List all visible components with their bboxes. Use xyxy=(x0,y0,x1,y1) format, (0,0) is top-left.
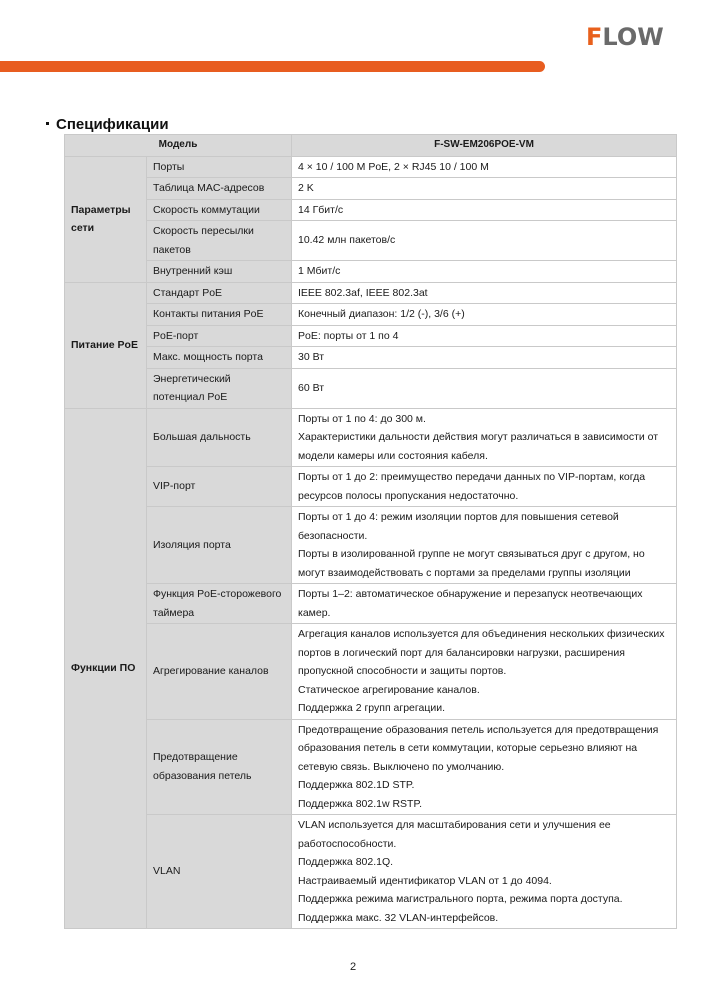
value-line: Поддержка 2 групп агрегации. xyxy=(298,702,445,714)
value-line: 60 Вт xyxy=(298,381,325,394)
value-line: Поддержка макс. 32 VLAN-интерфейсов. xyxy=(298,911,499,924)
table-row xyxy=(65,347,677,369)
table-row xyxy=(65,199,677,221)
value-line: 1 Мбит/с xyxy=(298,265,341,277)
value-line: IEEE 802.3af, IEEE 802.3at xyxy=(298,286,428,299)
param-name: Контакты питания PoE xyxy=(147,304,292,326)
model-value: F-SW-EM206POE-VM xyxy=(292,135,677,157)
param-name: Скорость пересылки пакетов xyxy=(147,221,292,261)
value-line: Поддержка 802.1Q. xyxy=(298,856,394,868)
param-value xyxy=(292,282,677,304)
param-name: Таблица MAC-адресов xyxy=(147,178,292,200)
param-value xyxy=(292,507,677,584)
value-line: Агрегация каналов используется для объединения нескольких физических портов в логический порт для балансировки нагрузки, расширения пропускной способности и защиты портов. xyxy=(298,628,665,677)
value-line: Характеристики дальности действия могут различаться в зависимости от модели камеры или состояния кабеля. xyxy=(298,431,659,462)
param-value xyxy=(292,624,677,720)
table-header-row xyxy=(65,135,677,157)
logo-text: LOW xyxy=(602,23,664,51)
value-line: 10.42 млн пакетов/с xyxy=(298,234,396,247)
value-line: Конечный диапазон: 1/2 (-), 3/6 (+) xyxy=(298,308,465,320)
table-row xyxy=(65,325,677,347)
value-line: Поддержка 802.1w RSTP. xyxy=(298,797,423,810)
param-value xyxy=(292,467,677,507)
param-name: VLAN xyxy=(147,815,292,929)
flow-logo xyxy=(586,24,664,50)
group-label: Функции ПО xyxy=(65,408,147,929)
table-row xyxy=(65,467,677,507)
value-line: Порты от 1 по 4: до 300 м. xyxy=(298,412,426,425)
param-value xyxy=(292,815,677,929)
table-row xyxy=(65,624,677,720)
page-number: 2 xyxy=(350,961,357,973)
param-value xyxy=(292,221,677,261)
value-line: 4 × 10 / 100 M PoE, 2 × RJ45 10 / 100 M xyxy=(298,160,489,173)
table-row xyxy=(65,221,677,261)
table-row xyxy=(65,719,677,815)
param-value xyxy=(292,584,677,624)
param-value xyxy=(292,199,677,221)
table-row xyxy=(65,304,677,326)
param-name: Энергетический потенциал PoE xyxy=(147,368,292,408)
param-value xyxy=(292,261,677,283)
param-name: Внутренний кэш xyxy=(147,261,292,283)
logo-accent-letter: F xyxy=(586,23,603,51)
param-name: Стандарт PoE xyxy=(147,282,292,304)
param-value xyxy=(292,178,677,200)
param-name: Порты xyxy=(147,156,292,178)
section-title xyxy=(46,116,169,133)
section-title-text: Спецификации xyxy=(56,116,169,133)
param-value xyxy=(292,156,677,178)
param-value xyxy=(292,719,677,815)
param-value xyxy=(292,368,677,408)
table-row xyxy=(65,815,677,929)
bullet-icon xyxy=(46,122,49,125)
param-value xyxy=(292,347,677,369)
table-row xyxy=(65,507,677,584)
param-name: PoE-порт xyxy=(147,325,292,347)
param-name: Большая дальность xyxy=(147,408,292,467)
group-label: Питание PoE xyxy=(65,282,147,408)
spec-table xyxy=(64,134,677,929)
param-name: Функция PoE-сторожевого таймера xyxy=(147,584,292,624)
value-line: Настраиваемый идентификатор VLAN от 1 до 4094. xyxy=(298,874,552,887)
table-row xyxy=(65,584,677,624)
group-label: Параметры сети xyxy=(65,156,147,282)
value-line: Статическое агрегирование каналов. xyxy=(298,683,480,696)
param-value xyxy=(292,304,677,326)
value-line: VLAN используется для масштабирования сети и улучшения ее работоспособности. xyxy=(298,819,611,850)
value-line: Поддержка режима магистрального порта, режима порта доступа. xyxy=(298,893,623,905)
param-name: Изоляция порта xyxy=(147,507,292,584)
table-row xyxy=(65,282,677,304)
value-line: Поддержка 802.1D STP. xyxy=(298,779,415,791)
param-value xyxy=(292,325,677,347)
table-row xyxy=(65,156,677,178)
param-name: Предотвращение образования петель xyxy=(147,719,292,815)
value-line: Предотвращение образования петель используется для предотвращения образования петель в сети коммутации, которые серьезно влияют на сетевую связь. Выключено по умолчанию. xyxy=(298,723,659,773)
header-accent-bar xyxy=(0,61,545,72)
table-row xyxy=(65,368,677,408)
model-label: Модель xyxy=(65,135,292,157)
value-line: PoE: порты от 1 по 4 xyxy=(298,329,399,342)
value-line: Порты 1–2: автоматическое обнаружение и перезапуск неотвечающих камер. xyxy=(298,588,643,619)
param-value xyxy=(292,408,677,467)
value-line: Порты от 1 до 2: преимущество передачи данных по VIP-портам, когда ресурсов полосы пропускания недостаточно. xyxy=(298,471,646,502)
value-line: Порты в изолированной группе не могут связываться друг с другом, но могут взаимодействовать с портами за пределами группы изоляции xyxy=(298,548,645,579)
param-name: Скорость коммутации xyxy=(147,199,292,221)
value-line: 2 K xyxy=(298,182,314,194)
param-name: VIP-порт xyxy=(147,467,292,507)
value-line: 30 Вт xyxy=(298,351,325,363)
table-row xyxy=(65,408,677,467)
value-line: 14 Гбит/с xyxy=(298,203,344,216)
value-line: Порты от 1 до 4: режим изоляции портов для повышения сетевой безопасности. xyxy=(298,511,619,542)
table-row xyxy=(65,261,677,283)
param-name: Агрегирование каналов xyxy=(147,624,292,720)
param-name: Макс. мощность порта xyxy=(147,347,292,369)
table-row xyxy=(65,178,677,200)
